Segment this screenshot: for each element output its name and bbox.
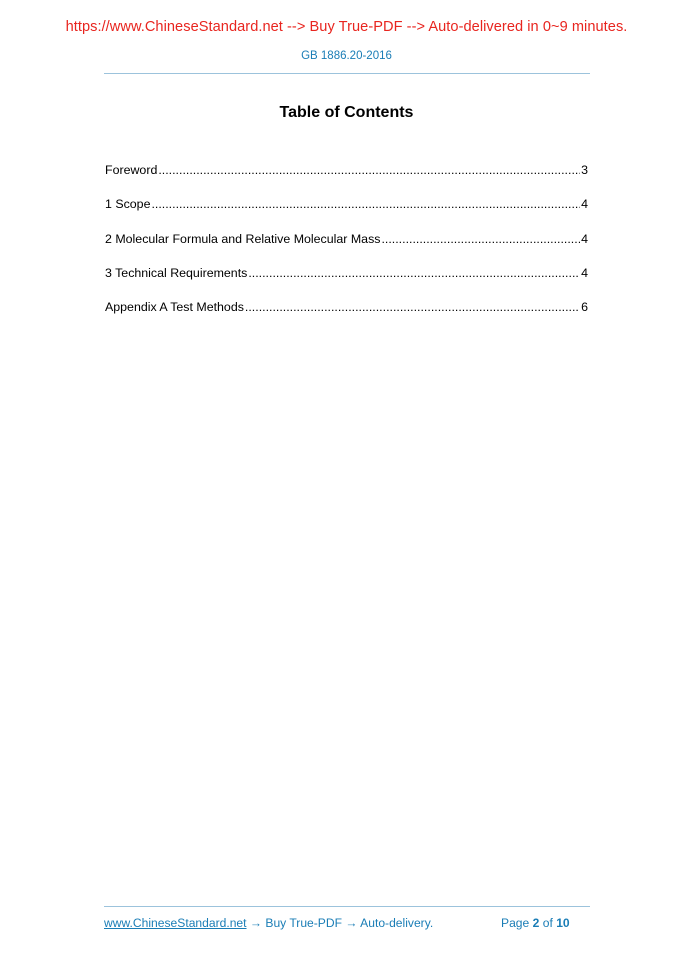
- page-label: Page: [501, 916, 530, 930]
- promo-banner[interactable]: https://www.ChineseStandard.net --> Buy True-PDF --> Auto-delivered in 0~9 minutes.: [65, 19, 628, 35]
- toc-entry-page: 4: [581, 265, 588, 280]
- toc-entry-technical-requirements[interactable]: [105, 265, 588, 299]
- page-indicator: [501, 916, 570, 930]
- total-pages-number: 10: [556, 916, 570, 930]
- toc-entry-title: 3 Technical Requirements: [105, 265, 248, 280]
- toc-entry-page: 4: [581, 197, 588, 212]
- buy-true-pdf-text: Buy True-PDF: [265, 916, 342, 930]
- toc-entry-appendix-a[interactable]: [105, 299, 588, 333]
- toc-leader-dots: [158, 162, 580, 178]
- toc-leader-dots: [381, 231, 580, 247]
- toc-leader-dots: [151, 196, 580, 212]
- arrow-right-icon: →: [249, 916, 262, 930]
- toc-entry-scope[interactable]: [105, 196, 588, 230]
- toc-list: [105, 162, 588, 333]
- toc-entry-molecular-formula[interactable]: [105, 231, 588, 265]
- toc-entry-page: 3: [581, 163, 588, 177]
- of-label: of: [542, 916, 553, 930]
- website-link[interactable]: www.ChineseStandard.net: [104, 916, 247, 930]
- header-divider: [104, 73, 590, 74]
- footer-divider: [104, 906, 590, 907]
- footer-purchase-line: [104, 916, 433, 930]
- toc-entry-title: 2 Molecular Formula and Relative Molecular Mass: [105, 231, 381, 246]
- toc-entry-title: Appendix A Test Methods: [105, 300, 244, 315]
- toc-title: Table of Contents: [279, 104, 414, 121]
- toc-entry-foreword[interactable]: [105, 162, 588, 196]
- standard-code-header: GB 1886.20-2016: [301, 50, 392, 62]
- toc-entry-page: 4: [581, 231, 588, 246]
- auto-delivery-text: Auto-delivery.: [360, 916, 434, 930]
- toc-entry-page: 6: [581, 300, 588, 315]
- toc-entry-title: 1 Scope: [105, 197, 151, 212]
- toc-leader-dots: [245, 299, 580, 315]
- current-page-number: 2: [532, 916, 540, 930]
- toc-leader-dots: [248, 265, 580, 281]
- arrow-right-icon: →: [345, 916, 358, 930]
- toc-entry-title: Foreword: [105, 163, 158, 177]
